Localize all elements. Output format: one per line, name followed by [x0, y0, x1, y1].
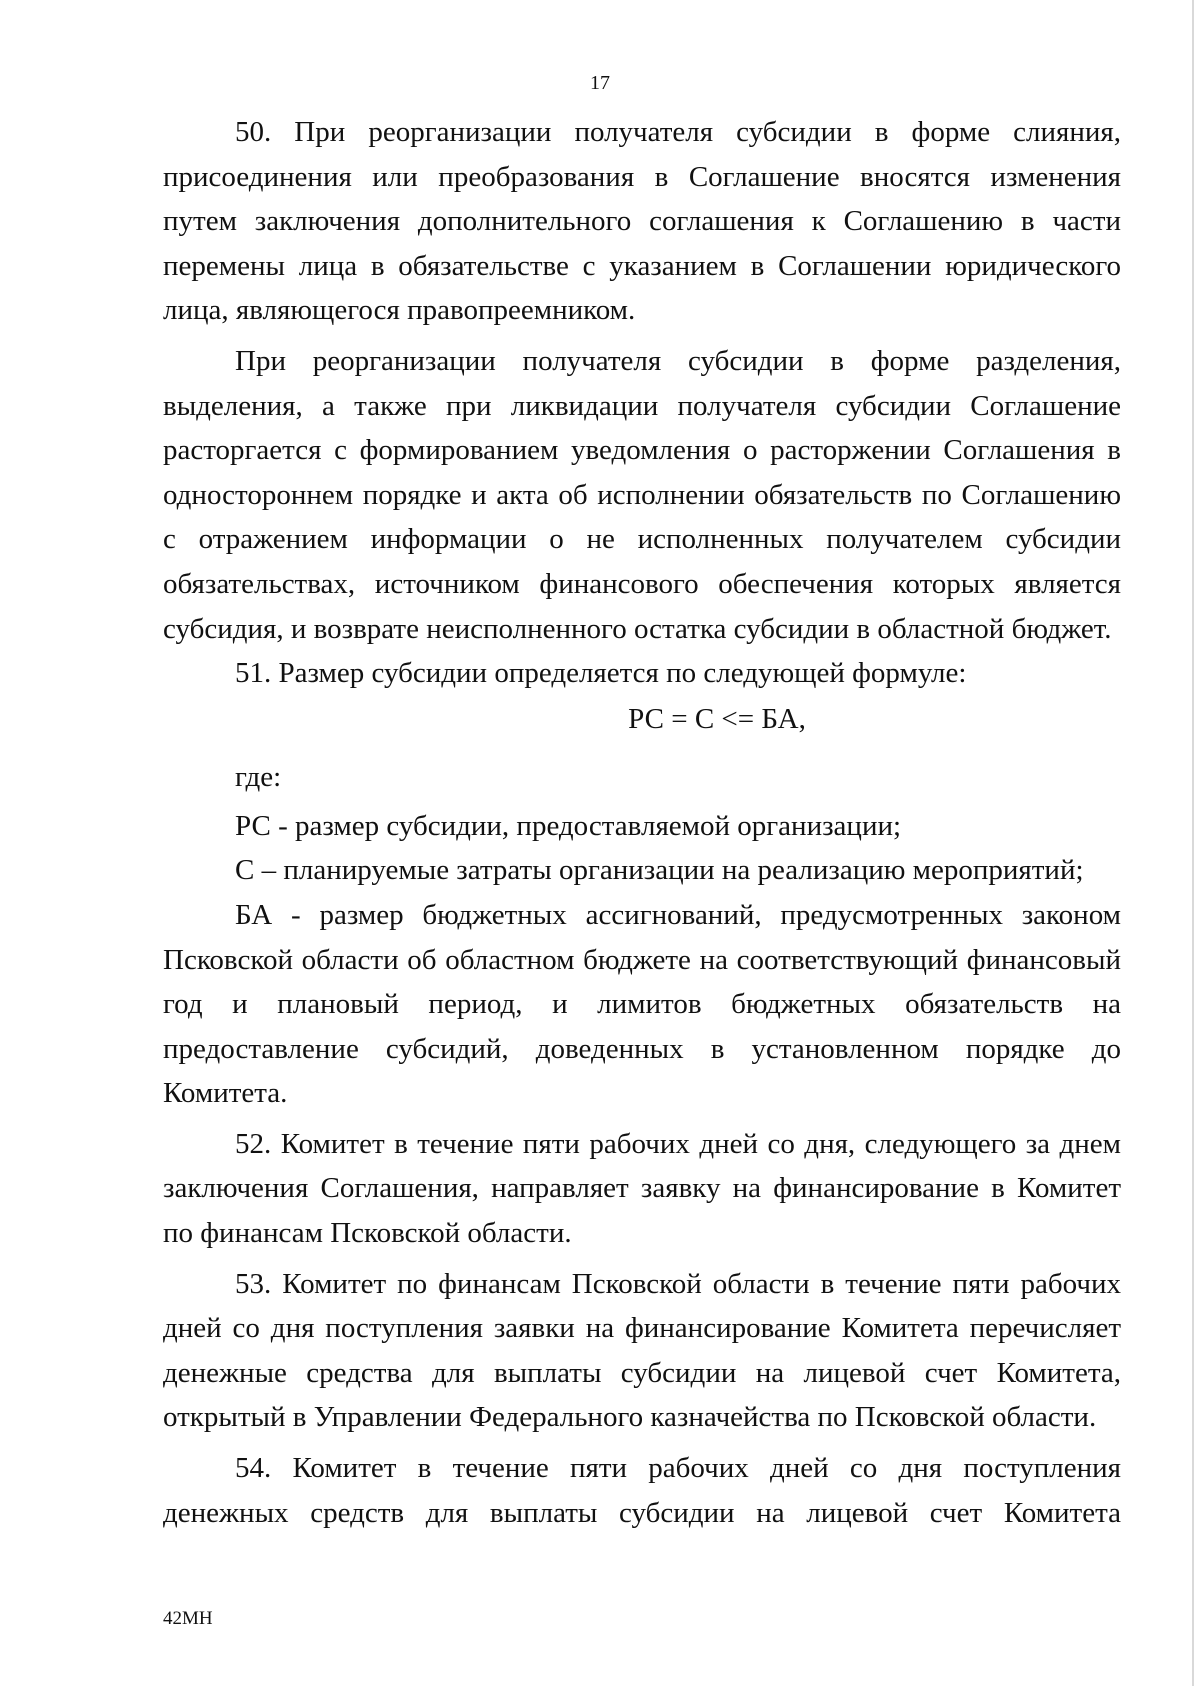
- page-number: 17: [590, 72, 610, 94]
- formula-where: где:: [235, 760, 282, 793]
- definition-ba: БА - размер бюджетных ассигнований, предусмотренных законом Псковской области об областном бюджете на соответствующий финансовый год и плановый период, и лимитов бюджетных обязательств на предоставление субсидий, доведенных в установленном порядке до Комитета.: [163, 898, 1121, 1110]
- document-body: [163, 110, 1121, 1535]
- paragraph-53: 53. Комитет по финансам Псковской области в течение пяти рабочих дней со дня поступления заявки на финансирование Комитета перечисляет денежные средства для выплаты субсидии на лицевой счет Комитета, открытый в Управлении Федерального казначейства по Псковской области.: [163, 1267, 1121, 1434]
- definition-c: С – планируемые затраты организации на реализацию мероприятий;: [235, 854, 1084, 887]
- subsidy-formula: РС = С <= БА,: [628, 702, 806, 735]
- footer-code: 42МН: [163, 1608, 213, 1629]
- paragraph-51: 51. Размер субсидии определяется по следующей формуле:: [235, 657, 967, 690]
- paragraph-50: 50. При реорганизации получателя субсидии в форме слияния, присоединения или преобразования в Соглашение вносятся изменения путем заключения дополнительного соглашения к Соглашению в части перемены лица в обязательстве с указанием в Соглашении юридического лица, являющегося правопреемником.: [163, 116, 1121, 327]
- paragraph-54: 54. Комитет в течение пяти рабочих дней со дня поступления денежных средств для выплаты субсидии на лицевой счет Комитета: [163, 1452, 1121, 1529]
- definition-pc: РС - размер субсидии, предоставляемой организации;: [235, 809, 902, 842]
- paragraph-52: 52. Комитет в течение пяти рабочих дней со дня, следующего за днем заключения Соглашения, направляет заявку на финансирование в Комитет по финансам Псковской области.: [163, 1127, 1121, 1250]
- paragraph-50-reorganization: При реорганизации получателя субсидии в форме разделения, выделения, а также при ликвидации получателя субсидии Соглашение расторгается с формированием уведомления о расторжении Соглашения в одностороннем порядке и акта об исполнении обязательств по Соглашению с отражением информации о не исполненных получателем субсидии обязательствах, источником финансового обеспечения которых является субсидия, и возврате неисполненного остатка субсидии в областной бюджет.: [163, 344, 1121, 645]
- scan-edge: [1192, 0, 1194, 1686]
